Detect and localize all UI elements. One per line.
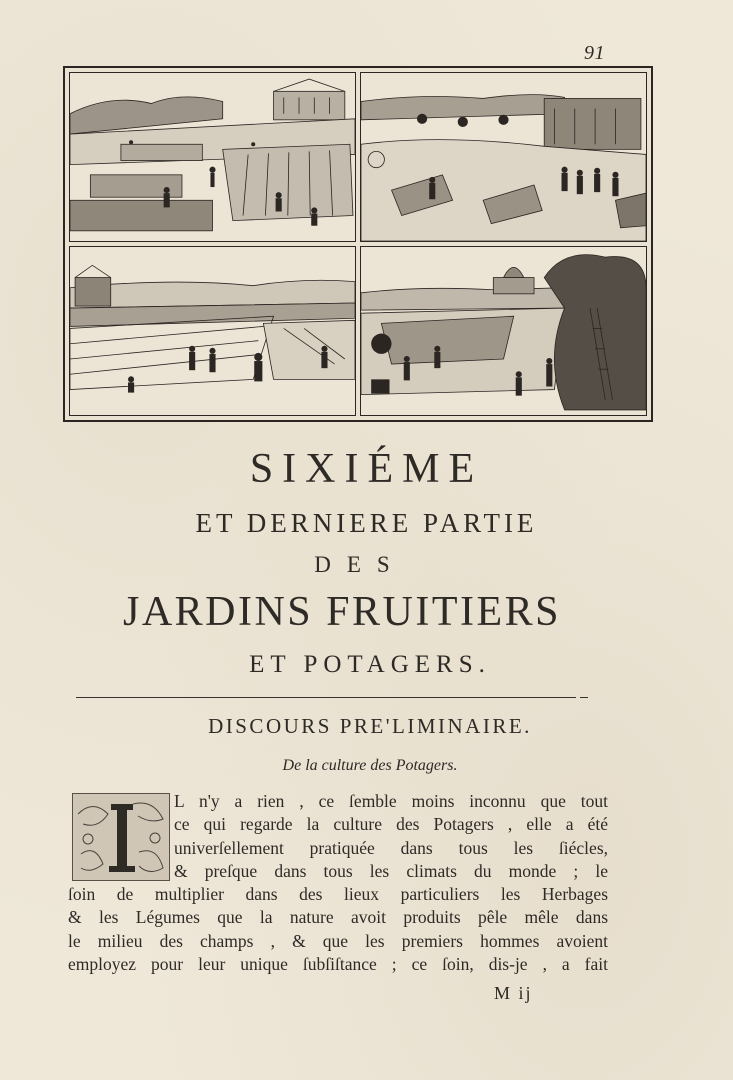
divider-rule [76,697,576,698]
body-paragraph [68,790,608,976]
title-line-4: JARDINS FRUITIERS [122,589,562,635]
engraving-panel-walled-garden [69,246,356,416]
page-number: 91 [584,42,605,64]
body-line: univerſellement pratiquée dans tous les ſiécles, [174,837,608,858]
body-line: L n'y a rien , ce ſemble moins inconnu que tout [174,791,608,811]
body-line: & les Légumes que la nature avoit produits pêle mêle dans [68,907,608,928]
engraving-panel-garden-beds [69,72,356,242]
signature-mark: M ij [494,983,533,1003]
engraving-panel-harvest [360,246,647,416]
body-line: & preſque dans tous les climats du monde ; le [174,860,608,881]
engraving-plate [63,66,653,422]
title-line-5: ET POTAGERS. [249,651,491,678]
title-line-3: DES [314,552,406,577]
body-line: le milieu des champs , & que les premiers hommes avoient [68,930,608,951]
engraving-panel-orangery [360,72,647,242]
section-subheading: De la culture des Potagers. [282,757,458,774]
body-line: ce qui regarde la culture des Potagers , elle a été [174,814,608,835]
body-line: employez pour leur unique ſubſiſtance ; ce ſoin, dis-je , a fait [68,954,608,975]
body-line: ſoin de multiplier dans des lieux particuliers les Herbages [68,884,608,905]
title-line-2: ET DERNIERE PARTIE [195,508,538,538]
section-heading: DISCOURS PRE'LIMINAIRE. [208,714,532,738]
title-line-1: SIXIÉME [249,446,484,492]
